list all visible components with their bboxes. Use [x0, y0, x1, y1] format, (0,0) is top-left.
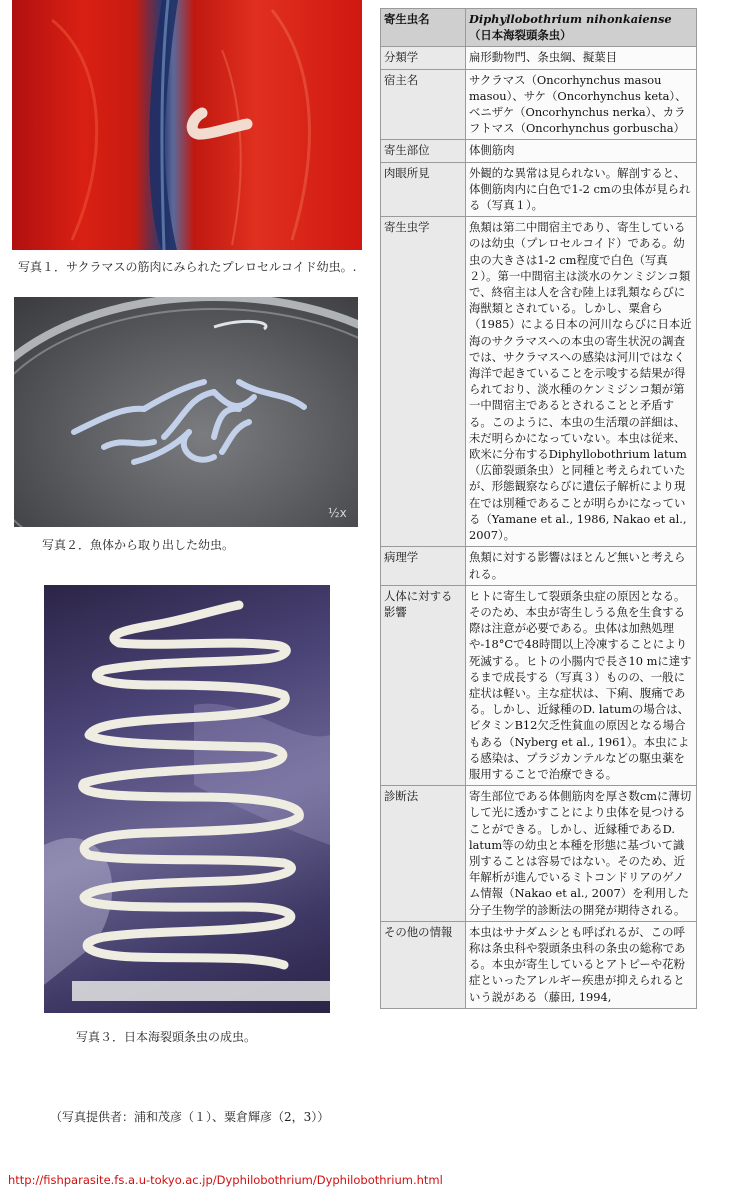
photo-larvae-dish — [14, 297, 358, 527]
parasite-info-table — [380, 8, 697, 1009]
table-row — [381, 921, 697, 1008]
table-row — [381, 585, 697, 785]
header-japanese-name: （日本海裂頭条虫） — [469, 28, 572, 43]
table-row — [381, 217, 697, 547]
table-header-row — [381, 9, 697, 47]
header-key: 寄生虫名 — [384, 12, 430, 26]
header-key-cell — [381, 9, 466, 47]
salmon-muscle-illustration — [12, 0, 362, 250]
photo2-caption: 写真２．魚体から取り出した幼虫。 — [42, 538, 235, 552]
row-value: サクラマス（Oncorhynchus masou masou）、サケ（Oncorhynchus keta）、ベニザケ（Oncorhynchus nerka）、カラフトマス（Oncorhynchus gorbuscha） — [466, 69, 697, 140]
header-scientific-name: Diphyllobothrium nihonkaiense — [469, 12, 672, 26]
row-key: 肉眼所見 — [381, 162, 466, 217]
table-row — [381, 547, 697, 585]
source-url-link[interactable]: http://fishparasite.fs.a.u-tokyo.ac.jp/Dyphilobothrium/Dyphilobothrium.html — [8, 1173, 443, 1187]
row-key: 分類学 — [381, 47, 466, 69]
photo3-caption: 写真３．日本海裂頭条虫の成虫。 — [76, 1030, 257, 1044]
row-key: 宿主名 — [381, 69, 466, 140]
row-value: 魚類に対する影響はほとんど無いと考えられる。 — [466, 547, 697, 585]
photo-adult-tapeworm — [44, 585, 330, 1013]
petri-dish-illustration — [14, 297, 358, 527]
row-value: 魚類は第二中間宿主であり、寄生しているのは幼虫（プレロセルコイド）である。幼虫の大きさは1-2 cm程度で白色（写真２）。第一中間宿主は淡水のケンミジンコ類で、終宿主は人を含む陸上ほ乳類ならびに海獣類とされている。しかし、粟倉ら（1985）による日本の河川ならびに日本近海のサクラマスへの本虫の寄生状況の調査では、サクラマスへの感染は河川ではなく海洋で起きていることを示唆する結果が得られており、淡水種のケンミジンコ類が第一中間宿主であるとされることと矛盾する。このように、本虫の生活環の詳細は、未だ明らかになっていない。本虫は従来、欧米に分布するDiphyllobothrium latum（広節裂頭条虫）と同種と考えられていたが、形態観察ならびに遺伝子解析により現在では別種であることが明らかになっている（Yamane et al., 1986, Nakao et al., 2007）。 — [466, 217, 697, 547]
photo2-scale-label: ½x — [328, 506, 347, 520]
table-row — [381, 140, 697, 162]
row-value: 外観的な異常は見られない。解剖すると、体側筋肉内に白色で1-2 cmの虫体が見られる（写真１）。 — [466, 162, 697, 217]
table-row — [381, 47, 697, 69]
row-key: 病理学 — [381, 547, 466, 585]
row-value: 寄生部位である体側筋肉を厚さ数cmに薄切して光に透かすことにより虫体を見つけることができる。しかし、近縁種であるD. latum等の幼虫と本種を形態に基づいて識別することは容易ではない。そのため、近年解析が進んでいるミトコンドリアのゲノム情報（Nakao et al., 2007）を利用した分子生物学的診断法の開発が期待される。 — [466, 786, 697, 922]
row-key: 寄生虫学 — [381, 217, 466, 547]
photo-salmon-muscle — [12, 0, 362, 250]
header-value-cell — [466, 9, 697, 47]
table-row — [381, 786, 697, 922]
row-key: 人体に対する影響 — [381, 585, 466, 785]
row-value: 本虫はサナダムシとも呼ばれるが、この呼称は条虫科や裂頭条虫科の条虫の総称である。本虫が寄生しているとアトピーや花粉症といったアレルギー疾患が抑えられるという説がある（藤田, 1994, — [466, 921, 697, 1008]
row-value: ヒトに寄生して裂頭条虫症の原因となる。そのため、本虫が寄生しうる魚を生食する際は注意が必要である。虫体は加熱処理や-18°Cで48時間以上冷凍することにより死滅する。ヒトの小腸内で長さ10 mに達するまで成長する（写真３）ものの、一般に症状は軽い。主な症状は、下痢、腹痛である。しかし、近縁種のD. latumの場合は、ビタミンB12欠乏性貧血の原因となる場合もある（Nyberg et al., 1961）。本虫による感染は、プラジカンテルなどの駆虫薬を服用することで治療できる。 — [466, 585, 697, 785]
row-value: 扁形動物門、条虫綱、擬葉目 — [466, 47, 697, 69]
tapeworm-illustration — [44, 585, 330, 1013]
row-value: 体側筋肉 — [466, 140, 697, 162]
table-row — [381, 162, 697, 217]
table-row — [381, 69, 697, 140]
photo-credit: （写真提供者：浦和茂彦（１）、粟倉輝彦（2，3）） — [50, 1110, 330, 1124]
row-key: 診断法 — [381, 786, 466, 922]
row-key: 寄生部位 — [381, 140, 466, 162]
photo1-caption: 写真１．サクラマスの筋肉にみられたプレロセルコイド幼虫。. — [18, 260, 357, 274]
row-key: その他の情報 — [381, 921, 466, 1008]
